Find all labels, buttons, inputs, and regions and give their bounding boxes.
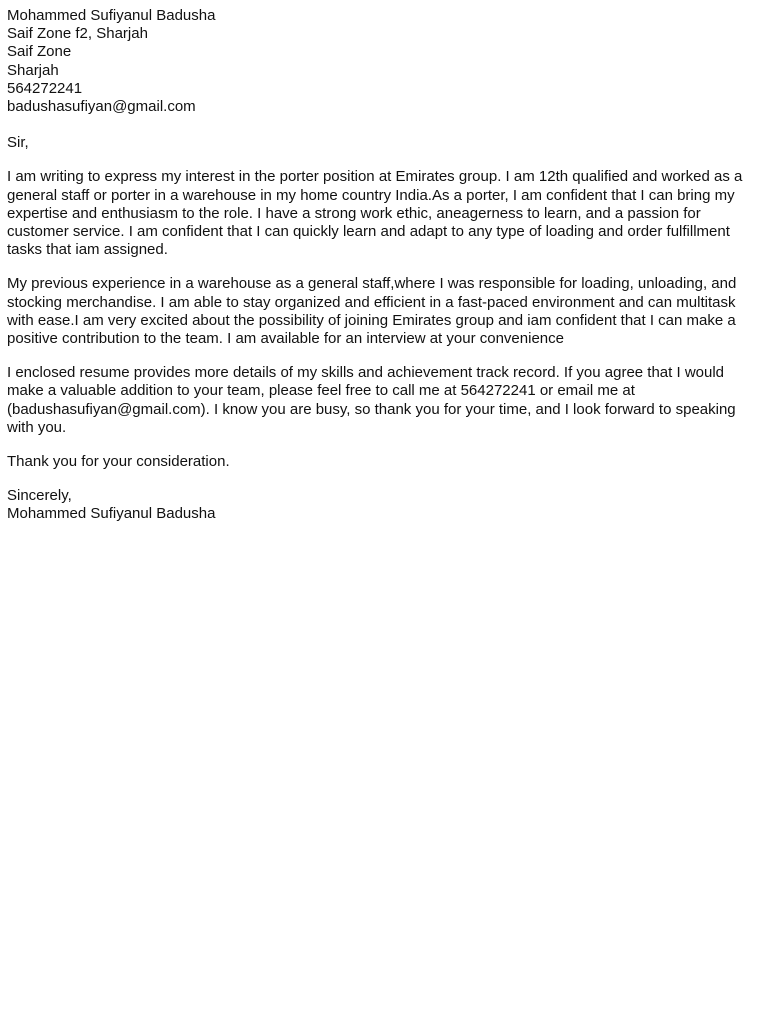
closing-block	[7, 487, 753, 523]
sender-address-line2: Saif Zone	[7, 43, 72, 61]
body-paragraph-2: My previous experience in a warehouse as a general staff,where I was responsible for loading, unloading, and stocking merchandise. I am able to stay organized and efficient in a fast-paced environment and can multitask with ease.I am very excited about the possibility of joining Emirates group and iam confident that I can make a positive contribution to the team. I am available for an interview at your convenience	[7, 275, 737, 348]
cover-letter-document	[7, 7, 753, 524]
thank-you-line: Thank you for your consideration.	[7, 453, 230, 471]
sender-phone: 564272241	[7, 79, 83, 97]
body-paragraph-1: I am writing to express my interest in the porter position at Emirates group. I am 12th qualified and worked as a general staff or porter in a warehouse in my home country India.As a porter, I am confident that I can bring my expertise and enthusiasm to the role. I have a strong work ethic, aneagerness to learn, and a passion for customer service. I am confident that I can quickly learn and adapt to any type of loading and order fulfillment tasks that iam assigned.	[7, 168, 743, 259]
salutation: Sir,	[7, 134, 29, 152]
sender-address-block	[7, 7, 753, 116]
sender-address-line1: Saif Zone f2, Sharjah	[7, 25, 148, 43]
closing-phrase: Sincerely,	[7, 487, 72, 505]
sender-name: Mohammed Sufiyanul Badusha	[7, 7, 216, 24]
sender-email: badushasufiyan@gmail.com	[7, 98, 196, 116]
signature-name: Mohammed Sufiyanul Badusha	[7, 505, 216, 523]
body-paragraph-3: I enclosed resume provides more details of my skills and achievement track record. If you agree that I would make a valuable addition to your team, please feel free to call me at 564272241 or email me at (badushasufiyan@gmail.com). I know you are busy, so thank you for your time, and I look forward to speaking with you.	[7, 364, 736, 436]
sender-city: Sharjah	[7, 61, 59, 79]
